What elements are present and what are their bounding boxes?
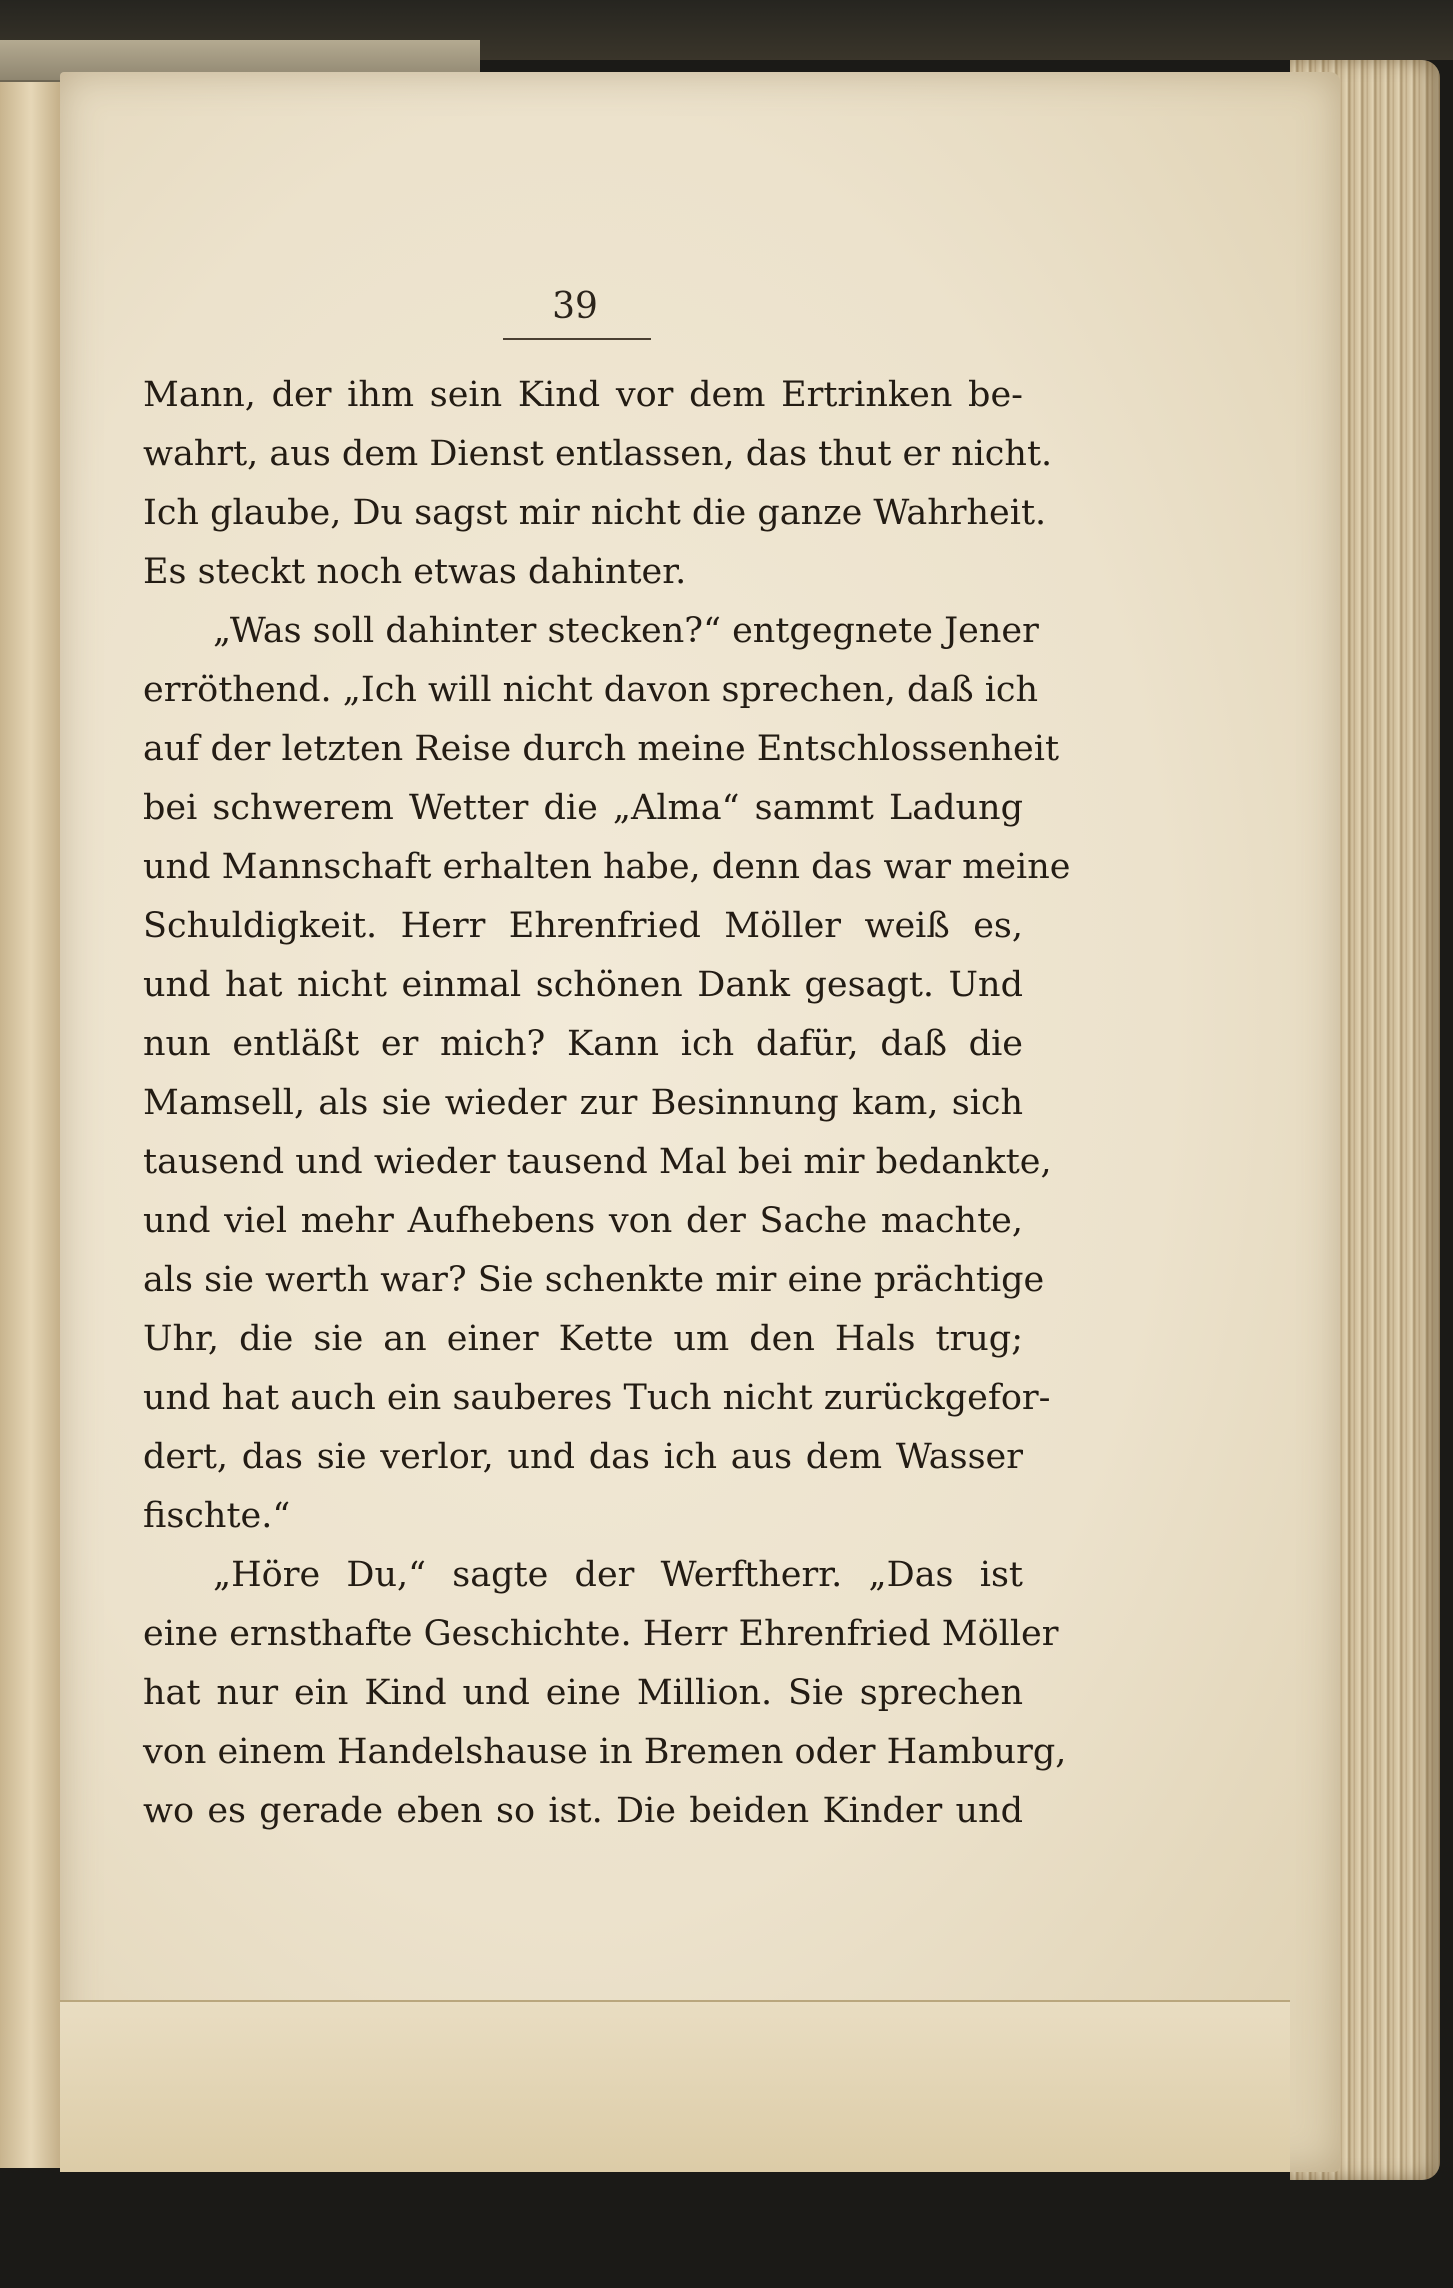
text-line: und hat auch ein sauberes Tuch nicht zurückgefor-: [143, 1378, 1051, 1418]
text-line: und Mannschaft erhalten habe, denn das war meine: [143, 847, 1071, 887]
text-line: Ich glaube, Du sagst mir nicht die ganze Wahrheit.: [143, 493, 1047, 533]
text-line: wo es gerade eben so ist. Die beiden Kinder und: [143, 1791, 1023, 1831]
text-line: fischte.“: [143, 1496, 291, 1536]
text-line: eine ernsthafte Geschichte. Herr Ehrenfried Möller: [143, 1614, 1059, 1654]
left-page-edge: [0, 78, 64, 2168]
text-line: Schuldigkeit. Herr Ehrenfried Möller weiß es,: [143, 906, 1023, 946]
text-line: Uhr, die sie an einer Kette um den Hals trug;: [143, 1319, 1023, 1359]
page-number: 39: [552, 286, 598, 327]
header-rule: [503, 338, 651, 340]
text-line: tausend und wieder tausend Mal bei mir bedankte,: [143, 1142, 1052, 1182]
text-line: Mamsell, als sie wieder zur Besinnung kam, sich: [143, 1083, 1023, 1123]
text-line: erröthend. „Ich will nicht davon sprechen, daß ich: [143, 670, 1039, 710]
page-bottom-fold: [60, 2000, 1290, 2172]
text-line: „Was soll dahinter stecken?“ entgegnete Jener: [213, 611, 1039, 651]
text-line: als sie werth war? Sie schenkte mir eine prächtige: [143, 1260, 1045, 1300]
text-line: nun entläßt er mich? Kann ich dafür, daß die: [143, 1024, 1023, 1064]
text-line: dert, das sie verlor, und das ich aus dem Wasser: [143, 1437, 1023, 1477]
text-line: von einem Handelshause in Bremen oder Hamburg,: [143, 1732, 1067, 1772]
text-line: wahrt, aus dem Dienst entlassen, das thut er nicht.: [143, 434, 1053, 474]
text-line: auf der letzten Reise durch meine Entschlossenheit: [143, 729, 1060, 769]
text-line: hat nur ein Kind und eine Million. Sie sprechen: [143, 1673, 1023, 1713]
text-line: und hat nicht einmal schönen Dank gesagt. Und: [143, 965, 1023, 1005]
text-line: Es steckt noch etwas dahinter.: [143, 552, 687, 592]
text-line: bei schwerem Wetter die „Alma“ sammt Ladung: [143, 788, 1023, 828]
text-line: und viel mehr Aufhebens von der Sache machte,: [143, 1201, 1023, 1241]
page-body-text: [143, 366, 1071, 1841]
text-line: Mann, der ihm sein Kind vor dem Ertrinken be-: [143, 375, 1023, 415]
text-line: „Höre Du,“ sagte der Werftherr. „Das ist: [213, 1555, 1023, 1595]
